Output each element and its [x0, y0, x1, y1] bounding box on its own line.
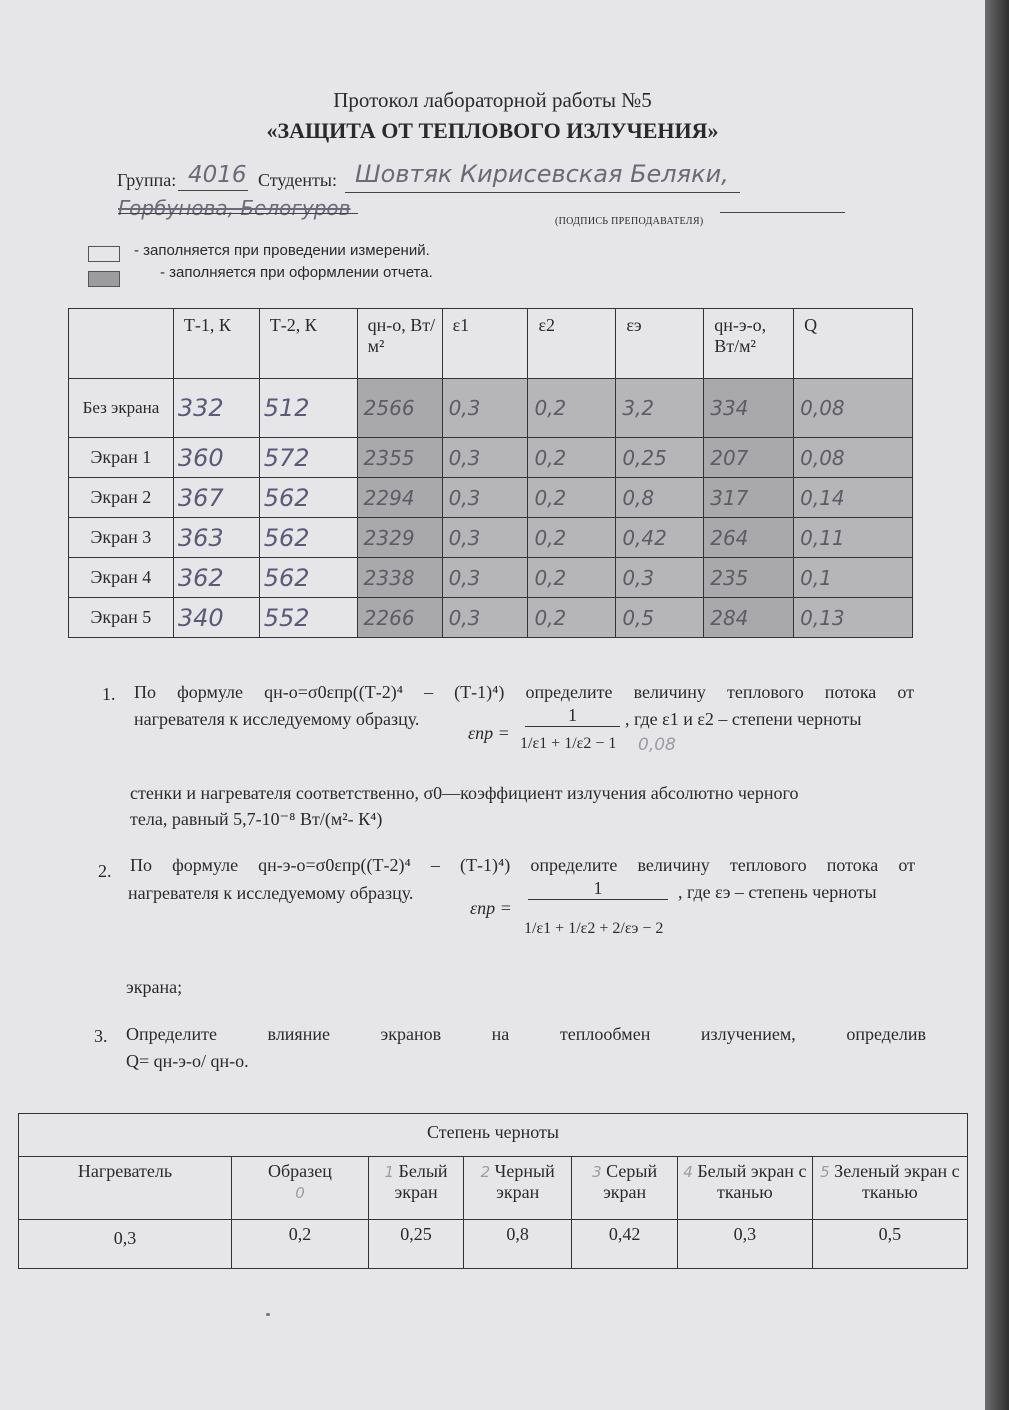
e1-cell: 0,3 [442, 379, 528, 438]
row-label: Экран 5 [69, 598, 174, 638]
handwritten-annotation: 0,08 [638, 735, 676, 755]
measurements-table [68, 308, 913, 638]
header-cell [812, 1157, 967, 1220]
t2-cell: 512 [259, 379, 357, 438]
table-caption: Степень черноты [19, 1114, 968, 1157]
students-label: Студенты: [258, 170, 338, 190]
value-cell: 0,8 [464, 1220, 572, 1269]
t1-cell: 362 [173, 558, 259, 598]
ee-cell: 0,8 [616, 478, 704, 518]
instruction-1-line1: По формуле qн-о=σ0εпр((Т-2)⁴ – (Т-1)⁴) определите величину теплового потока от [134, 682, 914, 702]
value-cell: 0,42 [572, 1220, 678, 1269]
q-cell: 2566 [357, 379, 442, 438]
value-cell: 0,3 [678, 1220, 813, 1269]
e2-cell: 0,2 [528, 598, 616, 638]
q-cell: 2294 [357, 478, 442, 518]
legend-report-text: - заполняется при оформлении отчета. [160, 264, 433, 281]
pencil-mark: 2 [480, 1163, 491, 1181]
table-row [69, 558, 913, 598]
header-cell [572, 1157, 678, 1220]
row-label: Без экрана [69, 379, 174, 438]
e1-cell: 0,3 [442, 478, 528, 518]
header-cell: Т-2, К [259, 309, 357, 379]
e2-cell: 0,2 [528, 478, 616, 518]
header-cell: εэ [616, 309, 704, 379]
t2-cell: 552 [259, 598, 357, 638]
header-cell [69, 309, 174, 379]
ee-cell: 0,25 [616, 438, 704, 478]
qe-cell: 284 [704, 598, 794, 638]
students-value: Шовтяк Кирисевская Беляки, [355, 160, 729, 188]
fraction-numerator: 1 [525, 705, 620, 727]
ee-cell: 0,3 [616, 558, 704, 598]
pencil-mark: 5 [820, 1163, 830, 1181]
e1-cell: 0,3 [442, 598, 528, 638]
students-underline [345, 192, 740, 193]
t1-cell: 363 [173, 518, 259, 558]
group-label: Группа: [117, 170, 177, 190]
e1-cell: 0,3 [442, 518, 528, 558]
legend-gray-box [88, 271, 120, 287]
row-label: Экран 2 [69, 478, 174, 518]
Q-cell: 0,08 [794, 379, 913, 438]
row-label: Экран 3 [69, 518, 174, 558]
qe-cell: 207 [704, 438, 794, 478]
value-cell: 0,2 [231, 1220, 368, 1269]
ee-cell: 0,5 [616, 598, 704, 638]
Q-cell: 0,1 [794, 558, 913, 598]
value-cell: 0,25 [368, 1220, 463, 1269]
header-cell: Q [794, 309, 913, 379]
header-cell: qн-э-о, Вт/м² [704, 309, 794, 379]
item-number: 1. [102, 684, 116, 704]
instruction-1-line3: стенки и нагревателя соответственно, σ0—коэффициент излучения абсолютно черного [130, 783, 799, 803]
fraction-denominator-2: 1/ε1 + 1/ε2 + 2/εэ − 2 [524, 920, 664, 937]
header-cell [678, 1157, 813, 1220]
t1-cell: 332 [173, 379, 259, 438]
value-cell: 0,3 [19, 1220, 232, 1269]
qe-cell: 235 [704, 558, 794, 598]
header-row [19, 1157, 968, 1220]
t2-cell: 562 [259, 478, 357, 518]
header-cell: qн-о, Вт/м² [357, 309, 442, 379]
e2-cell: 0,2 [528, 379, 616, 438]
values-row [19, 1220, 968, 1269]
qe-cell: 334 [704, 379, 794, 438]
instruction-1-line2b: , где ε1 и ε2 – степени черноты [625, 709, 862, 729]
header-text: Серый экран [603, 1161, 658, 1202]
item-number: 2. [98, 861, 112, 881]
fraction-numerator-2: 1 [528, 878, 668, 900]
protocol-subtitle: «ЗАЩИТА ОТ ТЕПЛОВОГО ИЗЛУЧЕНИЯ» [266, 118, 719, 143]
students-underline-2 [118, 213, 358, 214]
instruction-2-line3: экрана; [126, 977, 183, 997]
group-value: 4016 [188, 162, 247, 188]
q-cell: 2355 [357, 438, 442, 478]
Q-cell: 0,13 [794, 598, 913, 638]
instruction-2-line2a: нагревателя к исследуемому образцу. [128, 883, 414, 903]
pencil-mark: 3 [592, 1163, 602, 1181]
e2-cell: 0,2 [528, 438, 616, 478]
table-row [69, 379, 913, 438]
header-cell [368, 1157, 463, 1220]
eps-pr-label: εпр = [468, 723, 510, 743]
e1-cell: 0,3 [442, 438, 528, 478]
Q-cell: 0,14 [794, 478, 913, 518]
protocol-title: Протокол лабораторной работы №5 [333, 88, 652, 112]
instruction-1-line2a: нагревателя к исследуемому образцу. [134, 709, 420, 729]
header-text: Зеленый экран с тканью [834, 1161, 960, 1202]
teacher-sign-caption: (ПОДПИСЬ ПРЕПОДАВАТЕЛЯ) [555, 216, 704, 227]
Q-cell: 0,11 [794, 518, 913, 558]
ee-cell: 3,2 [616, 379, 704, 438]
header-cell: Нагреватель [19, 1157, 232, 1220]
table-header-row [69, 309, 913, 379]
group-underline [178, 190, 248, 191]
table-row [69, 598, 913, 638]
row-label: Экран 1 [69, 438, 174, 478]
header-cell: ε2 [528, 309, 616, 379]
instruction-2-line2b: , где εэ – степень черноты [678, 882, 877, 902]
header-text: Черный экран [494, 1161, 555, 1202]
legend-measure-text: - заполняется при проведении измерений. [134, 242, 430, 259]
header-cell [464, 1157, 572, 1220]
value-cell: 0,5 [812, 1220, 967, 1269]
header-text: Белый экран с тканью [697, 1161, 807, 1202]
background-edge [985, 0, 1009, 1410]
paper-speck [266, 1313, 270, 1316]
instruction-1-line4: тела, равный 5,7-10⁻⁸ Вт/(м²- К⁴) [130, 809, 383, 829]
q-cell: 2338 [357, 558, 442, 598]
signature-line [720, 212, 845, 213]
table-row [69, 518, 913, 558]
instruction-2-line1: По формуле qн-э-о=σ0εпр((Т-2)⁴ – (Т-1)⁴) определите величину теплового потока от [130, 855, 915, 875]
pencil-mark: 0 [295, 1184, 305, 1202]
header-cell [231, 1157, 368, 1220]
caption-row [19, 1114, 968, 1157]
emissivity-table [18, 1113, 968, 1269]
header-text: Белый экран [394, 1161, 448, 1202]
instruction-3-line2: Q= qн-э-о/ qн-о. [126, 1051, 249, 1071]
t1-cell: 367 [173, 478, 259, 518]
t2-cell: 562 [259, 558, 357, 598]
fraction-denominator: 1/ε1 + 1/ε2 − 1 [520, 735, 617, 752]
eps-pr-label-2: εпр = [470, 898, 512, 918]
legend-white-box [88, 246, 120, 262]
q-cell: 2266 [357, 598, 442, 638]
students-value-continued: Горбунова, Белогуров [118, 196, 351, 220]
pencil-mark: 4 [683, 1163, 693, 1181]
instruction-3-line1: Определите влияние экранов на теплообмен излучением, определив [126, 1024, 926, 1044]
q-cell: 2329 [357, 518, 442, 558]
t1-cell: 340 [173, 598, 259, 638]
header-text: Образец [268, 1161, 332, 1181]
t1-cell: 360 [173, 438, 259, 478]
e2-cell: 0,2 [528, 518, 616, 558]
table-row [69, 438, 913, 478]
qe-cell: 317 [704, 478, 794, 518]
header-cell: Т-1, К [173, 309, 259, 379]
ee-cell: 0,42 [616, 518, 704, 558]
e2-cell: 0,2 [528, 558, 616, 598]
t2-cell: 562 [259, 518, 357, 558]
header-cell: ε1 [442, 309, 528, 379]
row-label: Экран 4 [69, 558, 174, 598]
table-row [69, 478, 913, 518]
Q-cell: 0,08 [794, 438, 913, 478]
e1-cell: 0,3 [442, 558, 528, 598]
qe-cell: 264 [704, 518, 794, 558]
item-number: 3. [94, 1026, 108, 1046]
pencil-mark: 1 [384, 1163, 395, 1181]
t2-cell: 572 [259, 438, 357, 478]
